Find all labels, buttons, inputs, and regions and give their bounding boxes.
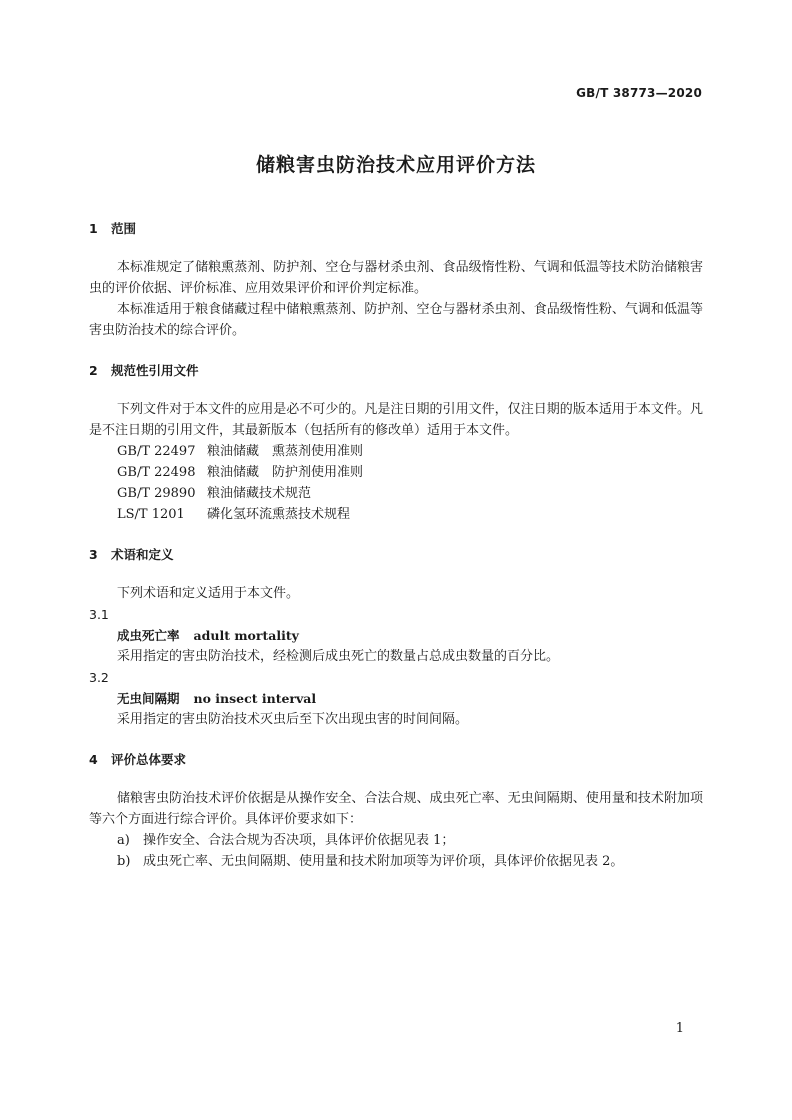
term-name-zh: 成虫死亡率 [117, 628, 180, 643]
section-number: 2 [89, 363, 98, 378]
list-marker: a) [117, 833, 130, 848]
section-heading-scope [89, 218, 703, 239]
scope-paragraph-2: 本标准适用于粮食储藏过程中储粮熏蒸剂、防护剂、空仓与器材杀虫剂、食品级惰性粉、气调和低温等害虫防治技术的综合评价。 [89, 302, 703, 338]
section-heading-terms-definitions [89, 544, 703, 565]
standard-code: GB/T 38773—2020 [576, 86, 702, 100]
term-number: 3.2 [89, 670, 109, 685]
reference-title: 磷化氢环流熏蒸技术规程 [207, 507, 351, 522]
document-title: 储粮害虫防治技术应用评价方法 [255, 154, 536, 176]
term-name-zh: 无虫间隔期 [117, 691, 180, 706]
reference-item [89, 441, 703, 462]
reference-title: 粮油储藏 防护剂使用准则 [207, 465, 364, 480]
reference-code: GB/T 22498 [117, 465, 196, 480]
list-item [89, 830, 703, 851]
section-title: 规范性引用文件 [111, 363, 199, 378]
section-title: 术语和定义 [111, 547, 174, 562]
term-definition: 采用指定的害虫防治技术灭虫后至下次出现虫害的时间间隔。 [117, 712, 469, 727]
section-number: 3 [89, 547, 98, 562]
section-heading-normative-references [89, 360, 703, 381]
term-name-en: adult mortality [193, 628, 299, 643]
reference-title: 粮油储藏技术规范 [207, 486, 312, 501]
section-heading-general-requirements [89, 749, 703, 770]
list-text: 操作安全、合法合规为否决项，具体评价依据见表 1； [143, 833, 455, 848]
references-paragraph: 下列文件对于本文件的应用是必不可少的。凡是注日期的引用文件，仅注日期的版本适用于本文件。凡是不注日期的引用文件，其最新版本（包括所有的修改单）适用于本文件。 [89, 402, 703, 438]
page-number: 1 [675, 1021, 684, 1036]
term-name-en: no insect interval [193, 691, 317, 706]
term-name [89, 625, 703, 646]
section-title: 范围 [111, 221, 137, 236]
section-number: 1 [89, 221, 98, 236]
term-definition: 采用指定的害虫防治技术，经检测后成虫死亡的数量占总成虫数量的百分比。 [117, 649, 560, 664]
term-number: 3.1 [89, 607, 109, 622]
list-text: 成虫死亡率、无虫间隔期、使用量和技术附加项等为评价项，具体评价依据见表 2。 [143, 854, 624, 869]
reference-code: LS/T 1201 [117, 507, 185, 522]
terms-intro: 下列术语和定义适用于本文件。 [117, 586, 300, 601]
section-title: 评价总体要求 [111, 752, 187, 767]
scope-paragraph-1: 本标准规定了储粮熏蒸剂、防护剂、空仓与器材杀虫剂、食品级惰性粉、气调和低温等技术防治储粮害虫的评价依据、评价标准、应用效果评价和评价判定标准。 [89, 260, 703, 296]
reference-item [89, 462, 703, 483]
reference-item [89, 504, 703, 525]
requirements-paragraph: 储粮害虫防治技术评价依据是从操作安全、合法合规、成虫死亡率、无虫间隔期、使用量和技术附加项等六个方面进行综合评价。具体评价要求如下： [89, 791, 703, 827]
reference-title: 粮油储藏 熏蒸剂使用准则 [207, 444, 364, 459]
section-number: 4 [89, 752, 98, 767]
reference-item [89, 483, 703, 504]
list-marker: b) [117, 854, 131, 869]
list-item [89, 851, 703, 872]
term-name [89, 688, 703, 709]
reference-code: GB/T 22497 [117, 444, 196, 459]
reference-code: GB/T 29890 [117, 486, 196, 501]
document-body [89, 218, 703, 872]
